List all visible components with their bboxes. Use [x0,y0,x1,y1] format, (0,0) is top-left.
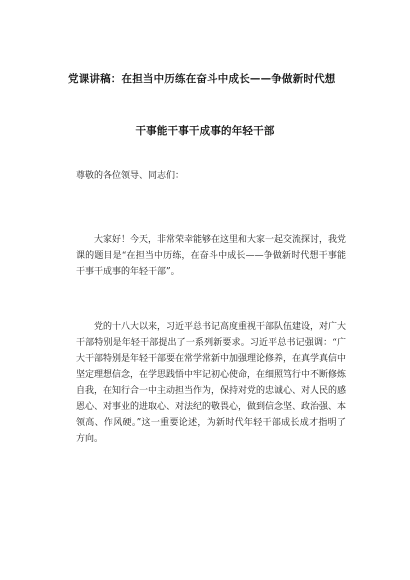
salutation: 尊敬的各位领导、同志们： [76,171,185,181]
body-paragraph-2: 党的十八大以来，习近平总书记高度重视干部队伍建设，对广大干部特别是年轻干部提出了一系列新要求。习近平总书记强调：“广大干部特别是年轻干部要在常学常新中加强理论修养，在真学真信中坚定理想信念，在学思践悟中牢记初心使命，在细照笃行中不断修炼自我，在知行合一中主动担当作为，保持对党的忠诚心、对人民的感恩心、对事业的进取心、对法纪的敬畏心，做到信念坚、政治强、本领高、作风硬。”这一重要论述，为新时代年轻干部成长成才指明了方向。 [76,322,347,444]
body-paragraph-1: 大家好！今天，非常荣幸能够在这里和大家一起交流探讨，我党课的题目是“在担当中历练，在奋斗中成长——争做新时代想干事能干事干成事的年轻干部”。 [76,235,347,277]
document-title-line-1: 党课讲稿：在担当中历练在奋斗中成长——争做新时代想 [68,73,336,85]
document-title-line-2: 干事能干事干成事的年轻干部 [135,125,275,137]
